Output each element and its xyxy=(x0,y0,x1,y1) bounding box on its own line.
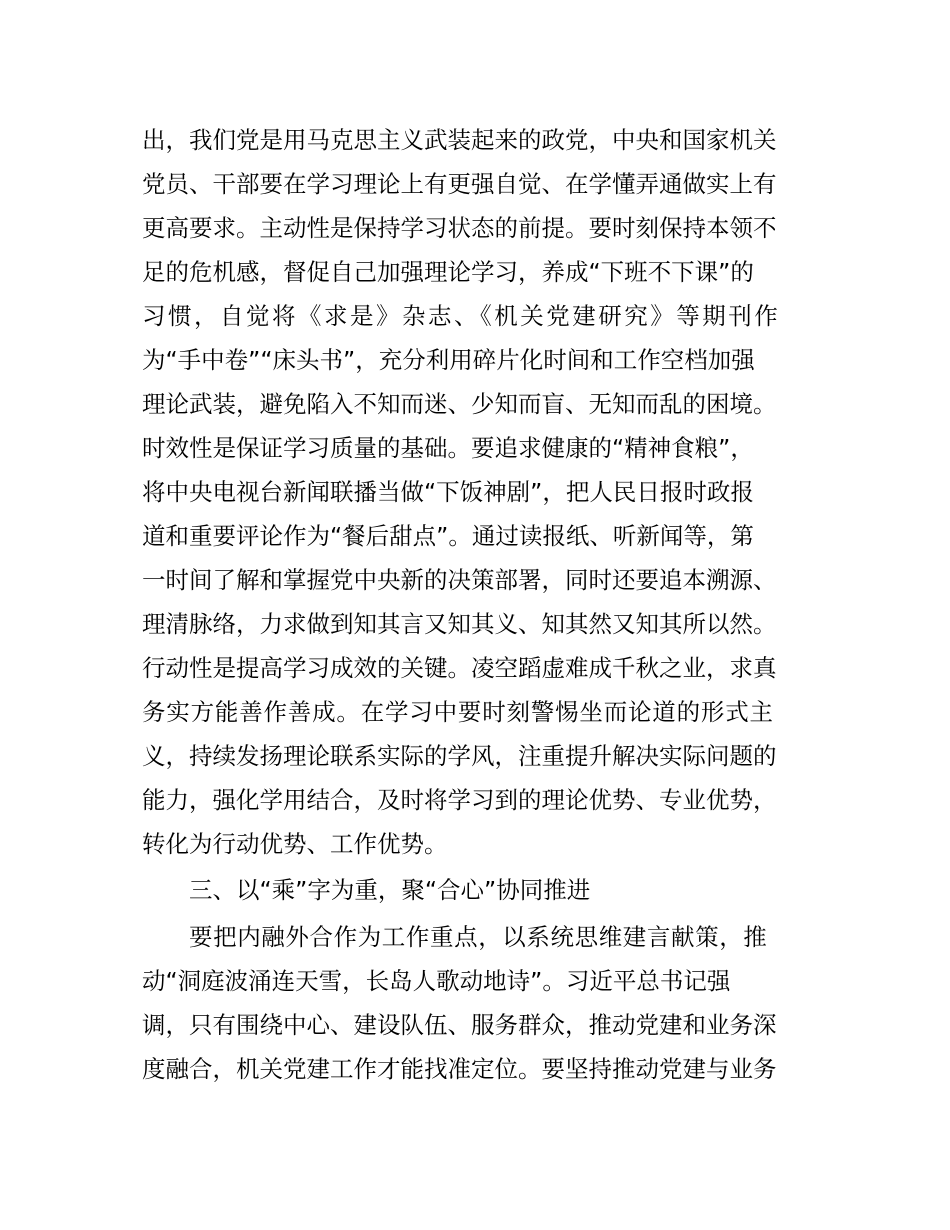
text-line: 更高要求。主动性是保持学习状态的前提。要时刻保持本领不 xyxy=(142,214,777,242)
text-line: 一时间了解和掌握党中央新的决策部署，同时还要追本溯源、 xyxy=(142,566,777,594)
text-line: 要把内融外合作为工作重点，以系统思维建言献策，推 xyxy=(189,923,768,951)
text-line: 理清脉络，力求做到知其言又知其义、知其然又知其所以然。 xyxy=(142,610,777,638)
text-line: 时效性是保证学习质量的基础。要追求健康的“精神食粮”， xyxy=(142,434,754,462)
text-line: 为“手中卷”“床头书”，充分利用碎片化时间和工作空档加强 xyxy=(142,346,755,374)
text-line: 调，只有围绕中心、建设队伍、服务群众，推动党建和业务深 xyxy=(142,1011,777,1039)
text-line: 动“洞庭波涌连天雪，长岛人歌动地诗”。习近平总书记强 xyxy=(142,967,731,995)
text-line: 习惯，自觉将《求是》杂志、《机关党建研究》等期刊作 xyxy=(142,302,781,330)
text-line: 足的危机感，督促自己加强理论学习，养成“下班不下课”的 xyxy=(142,258,754,286)
text-line: 党员、干部要在学习理论上有更强自觉、在学懂弄通做实上有 xyxy=(142,170,777,198)
section-heading: 三、以“乘”字为重，聚“合心”协同推进 xyxy=(189,876,591,904)
text-line: 能力，强化学用结合，及时将学习到的理论优势、专业优势， xyxy=(142,786,777,814)
text-line: 义，持续发扬理论联系实际的学风，注重提升解决实际问题的 xyxy=(142,742,777,770)
text-line: 转化为行动优势、工作优势。 xyxy=(142,830,448,858)
text-line: 出，我们党是用马克思主义武装起来的政党，中央和国家机关 xyxy=(142,126,777,154)
text-line: 度融合，机关党建工作才能找准定位。要坚持推动党建与业务 xyxy=(142,1055,777,1083)
text-line: 务实方能善作善成。在学习中要时刻警惕坐而论道的形式主 xyxy=(142,698,774,726)
text-line: 行动性是提高学习成效的关键。凌空蹈虚难成千秋之业，求真 xyxy=(142,654,777,682)
text-line: 道和重要评论作为“餐后甜点”。通过读报纸、听新闻等，第 xyxy=(142,522,754,550)
text-line: 理论武装，避免陷入不知而迷、少知而盲、无知而乱的困境。 xyxy=(142,390,777,418)
text-line: 将中央电视台新闻联播当做“下饭神剧”，把人民日报时政报 xyxy=(142,478,754,506)
